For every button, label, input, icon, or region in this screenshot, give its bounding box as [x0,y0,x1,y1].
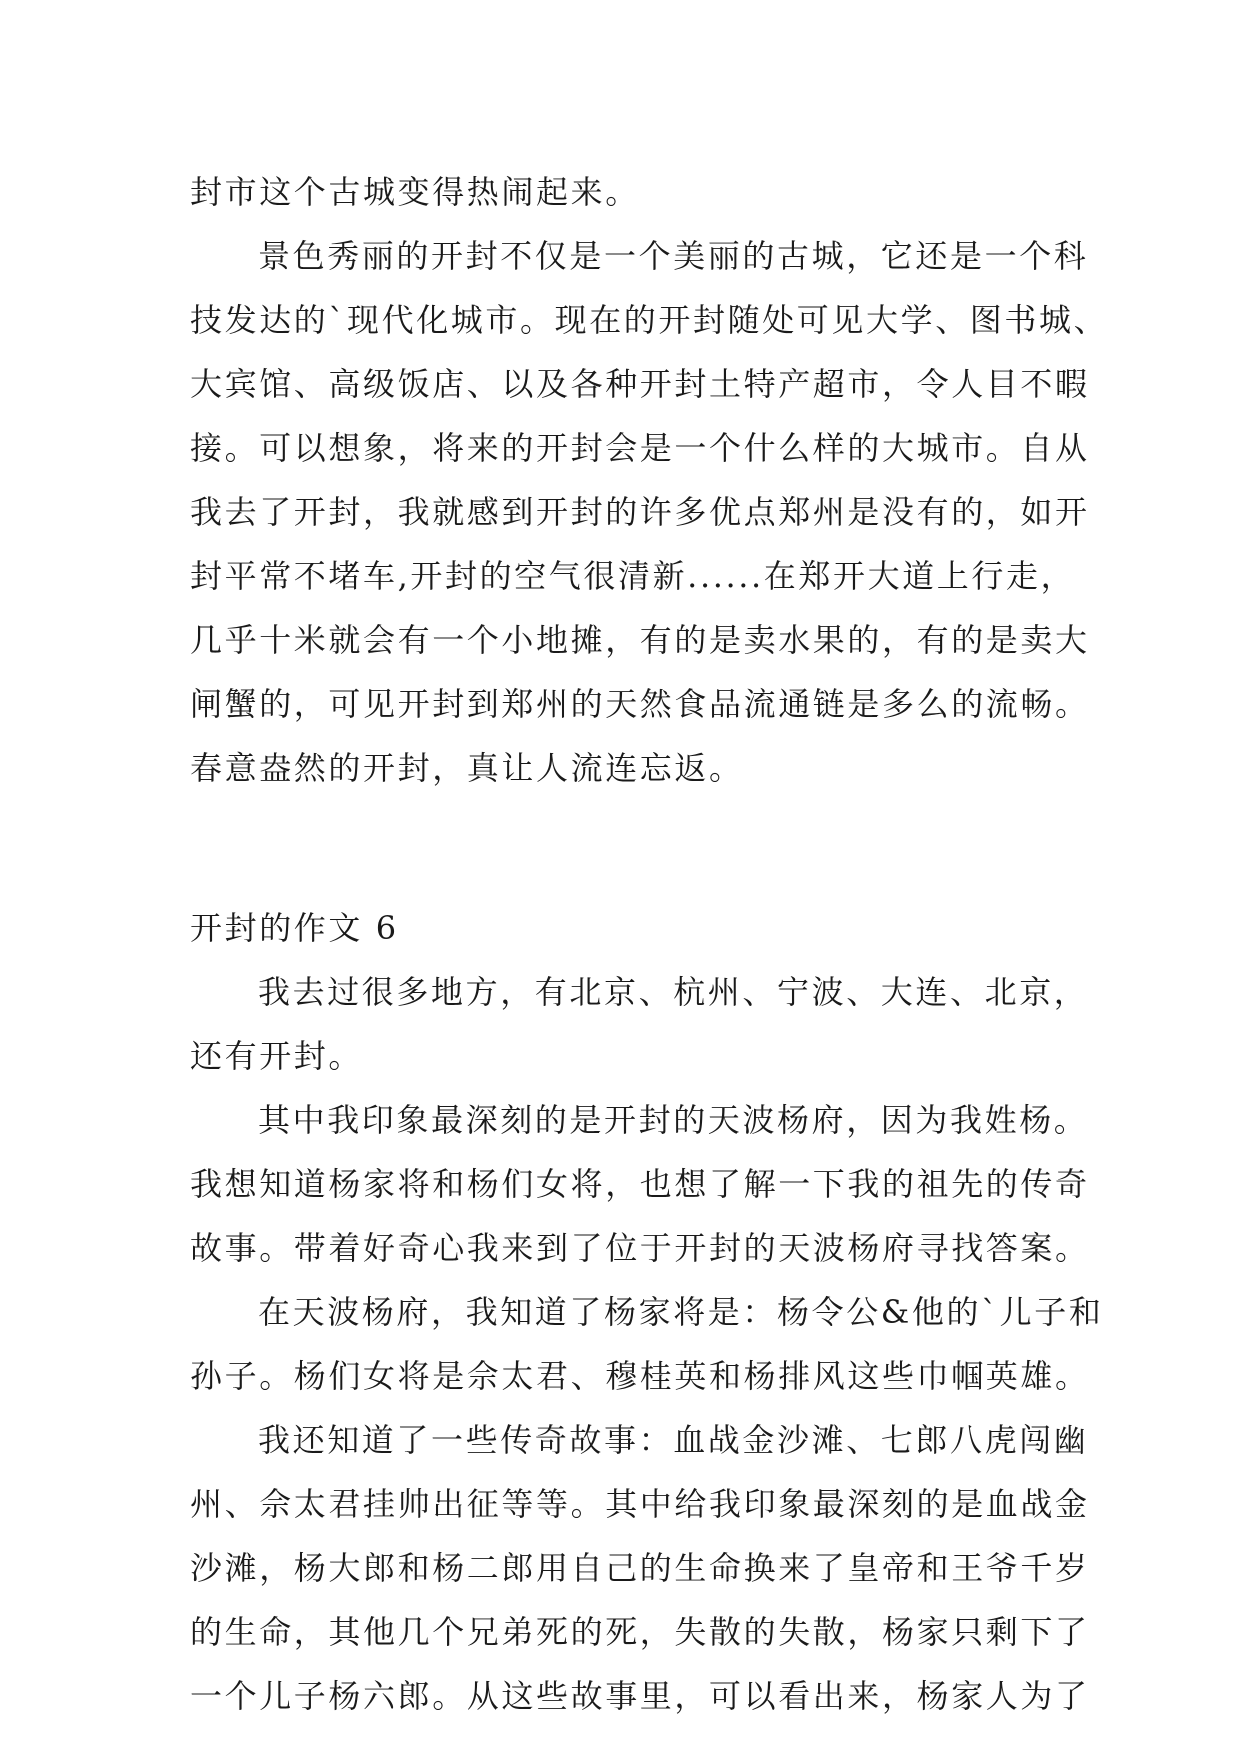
section-heading: 开封的作文 6 [190,909,399,947]
paragraph-line: 大宾馆、高级饭店、以及各种开封土特产超市，令人目不暇 [190,365,1090,403]
paragraph-line: 我去了开封，我就感到开封的许多优点郑州是没有的，如开 [190,493,1090,531]
paragraph-line: 沙滩，杨大郎和杨二郎用自己的生命换来了皇帝和王爷千岁 [190,1549,1090,1587]
paragraph-line: 故事。带着好奇心我来到了位于开封的天波杨府寻找答案。 [190,1229,1090,1267]
document-body [190,160,1109,1728]
paragraph-line: 封平常不堵车,开封的空气很清新......在郑开大道上行走， [190,557,1076,595]
paragraph-line: 景色秀丽的开封不仅是一个美丽的古城，它还是一个科 [258,237,1089,275]
paragraph-line: 在天波杨府，我知道了杨家将是：杨令公&他的`儿子和 [258,1293,1104,1331]
paragraph-line: 闸蟹的，可见开封到郑州的天然食品流通链是多么的流畅。 [190,685,1090,723]
paragraph-line: 接。可以想象，将来的开封会是一个什么样的大城市。自从 [190,429,1090,467]
paragraph-line: 我去过很多地方，有北京、杭州、宁波、大连、北京， [258,973,1089,1011]
section-spacer [190,800,1070,896]
paragraph-line: 孙子。杨们女将是佘太君、穆桂英和杨排风这些巾帼英雄。 [190,1357,1090,1395]
paragraph-line: 州、佘太君挂帅出征等等。其中给我印象最深刻的是血战金 [190,1485,1090,1523]
paragraph-line: 几乎十米就会有一个小地摊，有的是卖水果的，有的是卖大 [190,621,1090,659]
paragraph-line: 还有开封。 [190,1037,364,1075]
paragraph-line: 技发达的`现代化城市。现在的开封随处可见大学、图书城、 [190,301,1109,339]
paragraph-line: 我还知道了一些传奇故事：血战金沙滩、七郎八虎闯幽 [258,1421,1089,1459]
paragraph-line: 我想知道杨家将和杨们女将，也想了解一下我的祖先的传奇 [190,1165,1090,1203]
paragraph-line: 封市这个古城变得热闹起来。 [190,173,640,211]
paragraph-line: 的生命，其他几个兄弟死的死，失散的失散，杨家只剩下了 [190,1613,1090,1651]
paragraph-line: 一个儿子杨六郎。从这些故事里，可以看出来，杨家人为了 [190,1677,1090,1715]
paragraph-line: 春意盎然的开封，真让人流连忘返。 [190,749,744,787]
paragraph-line: 其中我印象最深刻的是开封的天波杨府，因为我姓杨。 [258,1101,1089,1139]
